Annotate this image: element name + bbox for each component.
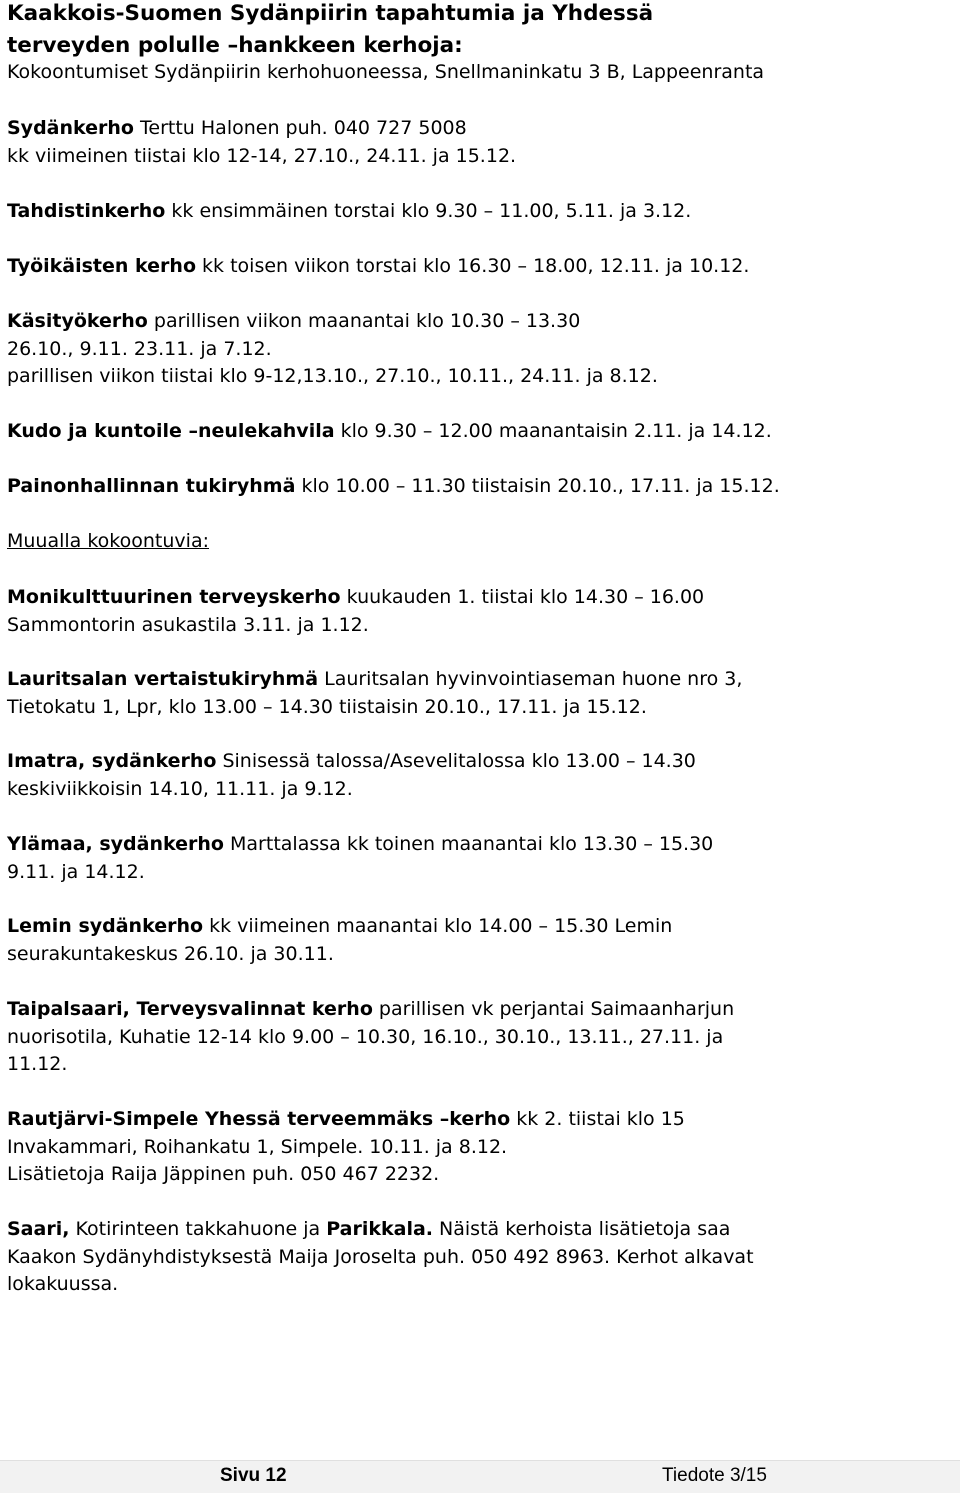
club-tahdistinkerho xyxy=(7,198,691,226)
club-painonhallinta xyxy=(7,473,780,501)
club-name: Tahdistinkerho xyxy=(7,200,166,222)
club-schedule: nuorisotila, Kuhatie 12-14 klo 9.00 – 10.30, 16.10., 30.10., 13.11., 27.11. ja xyxy=(7,1025,724,1048)
club-kasityokerho xyxy=(7,308,658,391)
club-details: kk 2. tiistai klo 15 xyxy=(510,1108,685,1130)
club-name: Käsityökerho xyxy=(7,310,148,332)
club-schedule: 9.11. ja 14.12. xyxy=(7,860,145,883)
club-taipalsaari xyxy=(7,996,734,1079)
club-schedule: parillisen viikon tiistai klo 9-12,13.10., 27.10., 10.11., 24.11. ja 8.12. xyxy=(7,365,658,387)
issue-label: Tiedote 3/15 xyxy=(662,1465,767,1486)
club-imatra xyxy=(7,748,696,803)
club-name: Painonhallinnan tukiryhmä xyxy=(7,475,296,497)
club-details: kuukauden 1. tiistai klo 14.30 – 16.00 xyxy=(340,586,705,608)
club-details: Näistä kerhoista lisätietoja saa xyxy=(433,1218,731,1240)
club-name: Rautjärvi-Simpele Yhessä terveemmäks –kerho xyxy=(7,1108,511,1130)
club-schedule: keskiviikkoisin 14.10, 11.11. ja 9.12. xyxy=(7,777,353,800)
club-name: Työikäisten kerho xyxy=(7,255,197,277)
club-details: parillisen viikon maanantai klo 10.30 – 13.30 xyxy=(147,310,581,332)
club-details: kk viimeinen maanantai klo 14.00 – 15.30 Lemin xyxy=(203,915,673,937)
club-sydankerho xyxy=(7,115,516,170)
page-title-line-1: Kaakkois-Suomen Sydänpiirin tapahtumia ja Yhdessä xyxy=(7,1,654,26)
club-lemi xyxy=(7,913,672,968)
club-lauritsala xyxy=(7,666,742,721)
club-contact: Lisätietoja Raija Jäppinen puh. 050 467 2232. xyxy=(7,1163,440,1185)
club-kudo xyxy=(7,418,772,446)
club-name: Sydänkerho xyxy=(7,117,134,139)
section-heading-muualla: Muualla kokoontuvia: xyxy=(7,530,209,552)
club-name: Lemin sydänkerho xyxy=(7,915,204,937)
club-details: kk toisen viikon torstai klo 16.30 – 18.00, 12.11. ja 10.12. xyxy=(196,255,750,277)
club-name: Parikkala. xyxy=(326,1218,433,1240)
club-contact: lokakuussa. xyxy=(7,1273,119,1295)
club-name: Kudo ja kuntoile –neulekahvila xyxy=(7,420,335,442)
club-name: Lauritsalan vertaistukiryhmä xyxy=(7,668,319,690)
club-details: Kotirinteen takkahuone ja xyxy=(69,1218,327,1240)
club-details: klo 9.30 – 12.00 maanantaisin 2.11. ja 14.12. xyxy=(334,420,772,442)
club-contact: Kaakon Sydänyhdistyksestä Maija Joroselta puh. 050 492 8963. Kerhot alkavat xyxy=(7,1245,754,1268)
club-name: Monikulttuurinen terveyskerho xyxy=(7,586,341,608)
page-title-line-2: terveyden polulle –hankkeen kerhoja: xyxy=(7,33,463,58)
club-schedule: Tietokatu 1, Lpr, klo 13.00 – 14.30 tiistaisin 20.10., 17.11. ja 15.12. xyxy=(7,695,647,718)
club-details: Terttu Halonen puh. 040 727 5008 xyxy=(133,117,467,139)
club-name: Ylämaa, sydänkerho xyxy=(7,833,224,855)
club-saari-parikkala xyxy=(7,1216,754,1299)
club-schedule: Invakammari, Roihankatu 1, Simpele. 10.11. ja 8.12. xyxy=(7,1135,508,1158)
location-text: Kokoontumiset Sydänpiirin kerhohuoneessa, Snellmaninkatu 3 B, Lappeenranta xyxy=(7,61,765,83)
club-monikulttuurinen xyxy=(7,584,704,639)
page-number: Sivu 12 xyxy=(220,1465,287,1486)
club-schedule: kk viimeinen tiistai klo 12-14, 27.10., 24.11. ja 15.12. xyxy=(7,144,517,167)
club-name: Taipalsaari, Terveysvalinnat kerho xyxy=(7,998,373,1020)
club-details: parillisen vk perjantai Saimaanharjun xyxy=(372,998,735,1020)
club-rautjarvi xyxy=(7,1106,685,1189)
club-ylamaa xyxy=(7,831,713,886)
club-schedule: 11.12. xyxy=(7,1053,68,1075)
club-details: Sinisessä talossa/Asevelitalossa klo 13.00 – 14.30 xyxy=(216,750,696,772)
club-name: Saari, xyxy=(7,1218,70,1240)
club-name: Imatra, sydänkerho xyxy=(7,750,217,772)
club-tyoikaisten xyxy=(7,253,749,281)
club-details: kk ensimmäinen torstai klo 9.30 – 11.00, 5.11. ja 3.12. xyxy=(165,200,692,222)
club-schedule: Sammontorin asukastila 3.11. ja 1.12. xyxy=(7,613,369,636)
club-details: klo 10.00 – 11.30 tiistaisin 20.10., 17.11. ja 15.12. xyxy=(295,475,780,497)
club-schedule: 26.10., 9.11. 23.11. ja 7.12. xyxy=(7,337,272,360)
club-details: Lauritsalan hyvinvointiaseman huone nro 3, xyxy=(318,668,743,690)
page-footer xyxy=(0,1460,960,1493)
club-details: Marttalassa kk toinen maanantai klo 13.30 – 15.30 xyxy=(223,833,714,855)
club-schedule: seurakuntakeskus 26.10. ja 30.11. xyxy=(7,942,334,965)
